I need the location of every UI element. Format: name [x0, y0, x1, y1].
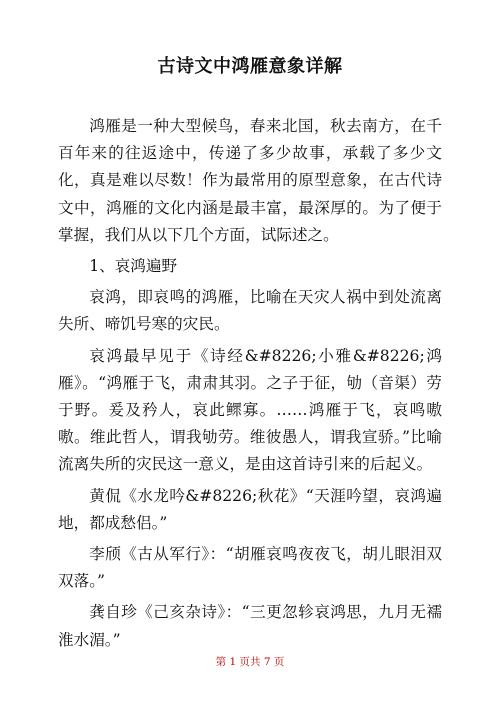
- paragraph-definition: 哀鸿，即哀鸣的鸿雁，比喻在天灾人祸中到处流离失所、啼饥号寒的灾民。: [58, 288, 442, 334]
- paragraph-quote-huangkan: 黄侃《水龙吟&#8226;秋花》“天涯吟望，哀鸿遍地，都成愁侣。”: [58, 486, 442, 532]
- paragraph-intro: 鸿雁是一种大型候鸟，春来北国，秋去南方，在千百年来的往返途中，传递了多少故事，承载了多少文化，真是难以尽数！作为最常用的原型意象，在古代诗文中，鸿雁的文化内涵是最丰富，最深厚的。为了便于掌握，我们从以下几个方面，试际述之。: [58, 117, 442, 244]
- section-heading: 1、哀鸿遍野: [89, 257, 178, 276]
- document-body: [58, 113, 442, 658]
- paragraph-quote-gongzizhen: 龚自珍《己亥杂诗》：“三更忽轸哀鸿思，九月无襦淮水湄。”: [58, 603, 442, 649]
- paragraph-quote-liqi: 李颀《古从军行》：“胡雁哀鸣夜夜飞，胡儿眼泪双双落。”: [58, 545, 442, 591]
- document-title: 古诗文中鸿雁意象详解: [157, 56, 343, 77]
- page-footer: 第 1 页共 7 页: [215, 656, 285, 668]
- paragraph-origin: 哀鸿最早见于《诗经&#8226;小雅&#8226;鸿雁》。“鸿雁于飞，肃肃其羽。之子于征，劬（音渠）劳于野。爰及矜人，哀此鳏寡。……鸿雁于飞，哀鸣嗷嗷。维此哲人，谓我劬劳。维彼愚人，谓我宣骄。”比喻流离失所的灾民这一意义，是由这首诗引来的后起义。: [58, 346, 442, 474]
